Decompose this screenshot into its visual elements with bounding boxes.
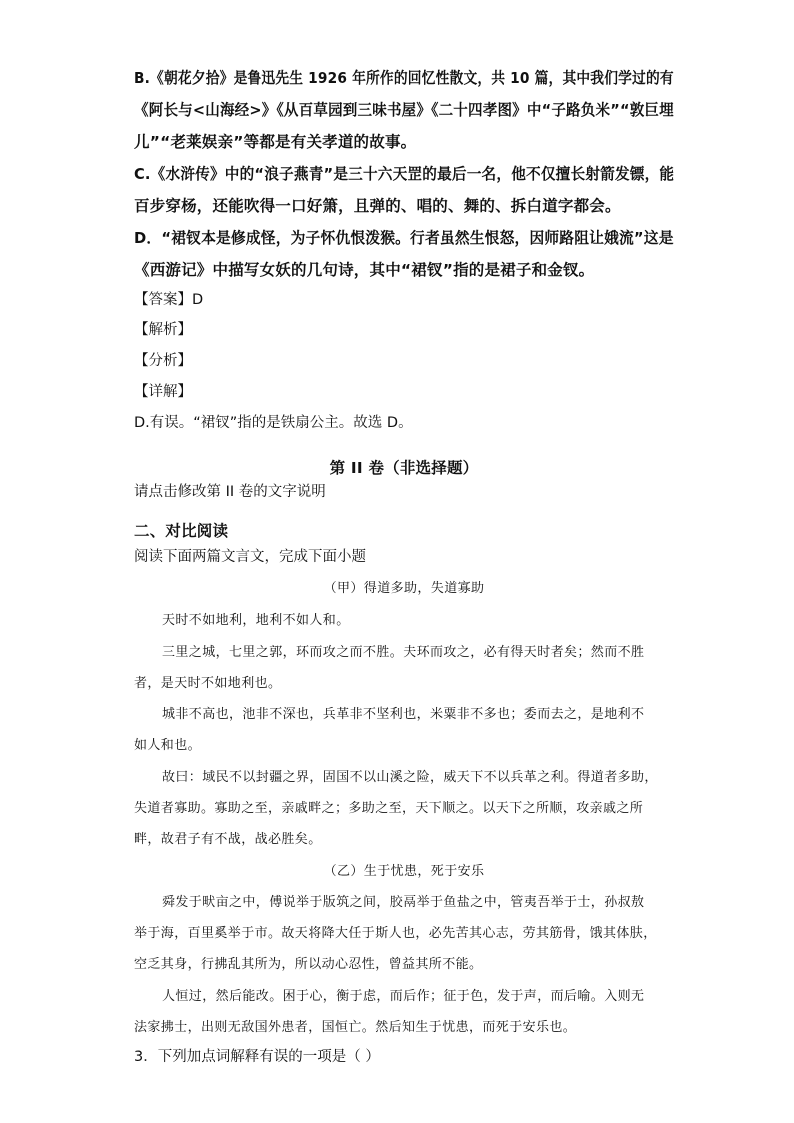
volume-note: 请点击修改第 II 卷的文字说明 [134, 484, 326, 500]
question-3: 3．下列加点词解释有误的一项是（ ） [134, 1049, 380, 1065]
passage-b-p1-line-3: 空乏其身，行拂乱其所为，所以动心忍性，曾益其所不能。 [134, 957, 483, 972]
passage-a-p4-line-2: 失道者寡助。寡助之至，亲戚畔之；多助之至，天下顺之。以天下之所顺，攻亲戚之所 [134, 801, 644, 816]
option-b-line-3: 儿”“老莱娱亲”等都是有关孝道的故事。 [134, 133, 417, 151]
detail-label: 【详解】 [134, 384, 192, 400]
option-d-line-2: 《西游记》中描写女妖的几句诗，其中“裙钗”指的是裙子和金钗。 [134, 261, 595, 279]
option-d-line-1: D．“裙钗本是修成怪，为子怀仇恨泼猴。行者虽然生恨怒，因师路阻让娥流”这是 [134, 229, 674, 247]
option-b-line-1: B.《朝花夕拾》是鲁迅先生 1926 年所作的回忆性散文，共 10 篇，其中我们学过的有 [134, 69, 674, 87]
option-c-line-2: 百步穿杨，还能吹得一口好箫，且弹的、唱的、舞的、拆白道字都会。 [134, 197, 621, 215]
passage-b-p1-line-1: 舜发于畎亩之中，傅说举于版筑之间，胶鬲举于鱼盐之中，管夷吾举于士，孙叔敖 [162, 895, 645, 910]
volume-title: 第 II 卷（非选择题） [329, 459, 479, 477]
passage-b-p2-line-1: 人恒过，然后能改。困于心，衡于虑，而后作；征于色，发于声，而后喻。入则无 [162, 989, 645, 1004]
passage-b-title: （乙）生于忧患，死于安乐 [323, 864, 485, 879]
option-c-line-1: C.《水浒传》中的“浪子燕青”是三十六天罡的最后一名，他不仅擅长射箭发镖，能 [134, 165, 675, 183]
passage-b-p2-line-2: 法家拂士，出则无敌国外患者，国恒亡。然后知生于忧患，而死于安乐也。 [134, 1020, 577, 1035]
option-b-line-2: 《阿长与<山海经>》《从百草园到三味书屋》《二十四孝图》中“子路负米”“敦巨埋 [134, 101, 674, 119]
answer-label: 【答案】D [134, 292, 204, 308]
passage-a-p1: 天时不如地利，地利不如人和。 [162, 613, 350, 628]
passage-a-title: （甲）得道多助，失道寡助 [323, 581, 485, 596]
analysis-label: 【解析】 [134, 322, 192, 338]
fenxi-label: 【分析】 [134, 353, 192, 369]
passage-a-p4-line-3: 畔，故君子有不战，战必胜矣。 [134, 832, 322, 847]
section-title: 二、对比阅读 [134, 522, 229, 540]
passage-a-p2-line-2: 者，是天时不如地利也。 [134, 676, 282, 691]
explanation-text: D.有误。“裙钗”指的是铁扇公主。故选 D。 [134, 415, 413, 431]
instruction-text: 阅读下面两篇文言文，完成下面小题 [134, 549, 366, 565]
passage-a-p4-line-1: 故曰：域民不以封疆之界，固国不以山溪之险，威天下不以兵革之利。得道者多助， [162, 770, 658, 785]
passage-a-p3-line-2: 如人和也。 [134, 738, 202, 753]
passage-a-p3-line-1: 城非不高也，池非不深也，兵革非不坚利也，米粟非不多也；委而去之，是地利不 [162, 707, 645, 722]
passage-b-p1-line-2: 举于海，百里奚举于市。故天将降大任于斯人也，必先苦其心志，劳其筋骨，饿其体肤， [134, 926, 657, 941]
passage-a-p2-line-1: 三里之城，七里之郭，环而攻之而不胜。夫环而攻之，必有得天时者矣；然而不胜 [162, 645, 645, 660]
